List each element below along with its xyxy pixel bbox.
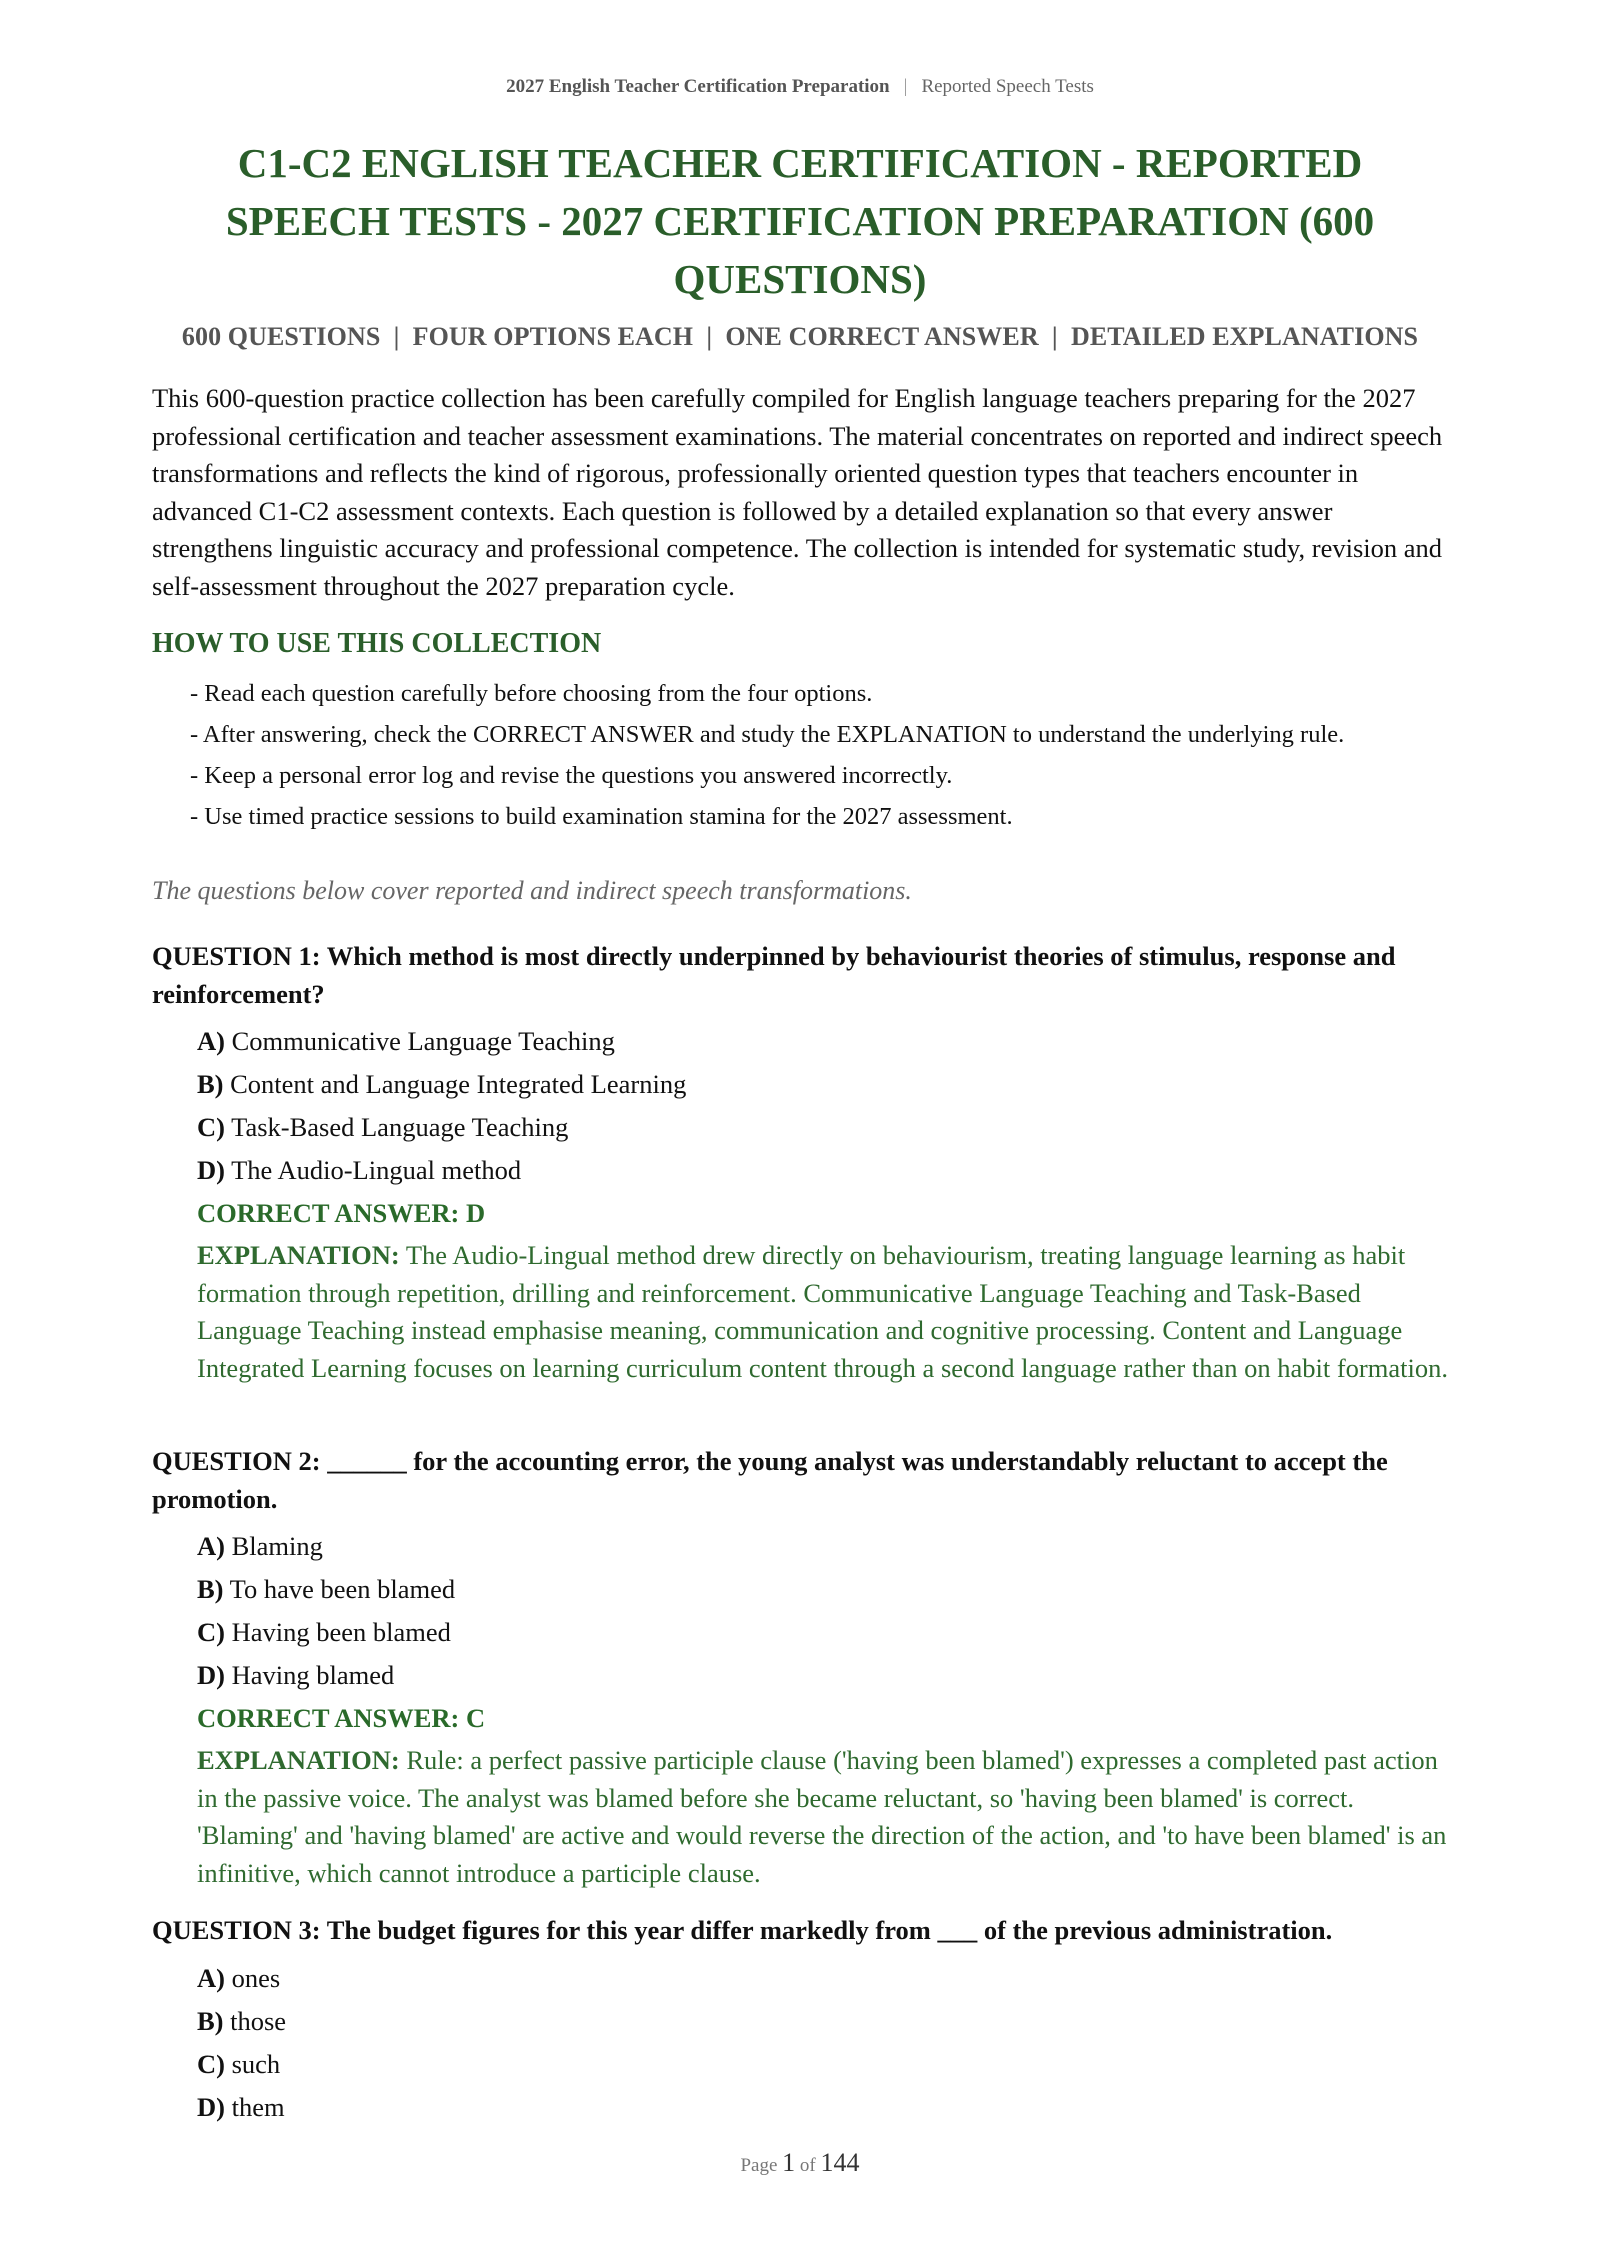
question-stem: QUESTION 1: Which method is most directly underpinned by behaviourist theories of stimulus, response and reinforcement? <box>152 941 1396 1009</box>
option-list <box>152 1020 1452 1192</box>
explanation <box>152 1237 1452 1387</box>
running-header <box>0 76 1600 98</box>
correct-answer: CORRECT ANSWER: C <box>197 1703 486 1733</box>
header-document-title: 2027 English Teacher Certification Preparation <box>506 76 890 97</box>
how-to-use-heading: HOW TO USE THIS COLLECTION <box>152 628 602 659</box>
question-block-1 <box>152 938 1452 1387</box>
option-letter: B) <box>197 1574 224 1604</box>
option-letter: A) <box>197 1531 225 1561</box>
option-c <box>197 1611 1452 1654</box>
option-letter: A) <box>197 1962 225 1993</box>
header-section-title: Reported Speech Tests <box>921 76 1094 97</box>
option-c <box>197 1106 1452 1149</box>
how-to-use-list <box>190 676 1450 840</box>
option-text: Blaming <box>231 1531 323 1561</box>
how-to-use-item: - Use timed practice sessions to build examination stamina for the 2027 assessment. <box>190 803 1013 830</box>
explanation-text: The Audio-Lingual method drew directly on behaviourism, treating language learning as habit formation through repetition, drilling and reinforcement. Communicative Language Teaching and Task-Based Language Teaching instead emphasise meaning, communication and cognitive processing. Content and Language Integrated Learning focuses on learning curriculum content through a second language rather than on habit formation. <box>197 1240 1448 1383</box>
option-d <box>197 1654 1452 1697</box>
explanation <box>152 1742 1452 1892</box>
coverage-note: The questions below cover reported and indirect speech transformations. <box>152 876 912 905</box>
option-a <box>197 1957 1452 2000</box>
option-c <box>197 2043 1452 2086</box>
correct-answer: CORRECT ANSWER: D <box>197 1198 486 1228</box>
explanation-text: Rule: a perfect passive participle clause ('having been blamed') expresses a completed past action in the passive voice. The analyst was blamed before she became reluctant, so 'having been blamed' is correct. 'Blaming' and 'having blamed' are active and would reverse the direction of the action, and 'to have been blamed' is an infinitive, which cannot introduce a participle clause. <box>197 1745 1447 1888</box>
how-to-use-item: - After answering, check the CORRECT ANSWER and study the EXPLANATION to understand the underlying rule. <box>190 721 1345 748</box>
option-text: those <box>230 2005 287 2036</box>
option-text: Task-Based Language Teaching <box>231 1112 569 1142</box>
option-letter: D) <box>197 2091 225 2122</box>
page-number: 1 <box>782 2148 796 2177</box>
option-text: To have been blamed <box>229 1574 456 1604</box>
question-stem: QUESTION 3: The budget figures for this year differ markedly from ___ of the previous administration. <box>152 1915 1333 1945</box>
option-letter: C) <box>197 2048 225 2079</box>
option-letter: B) <box>197 2005 224 2036</box>
how-to-use-item: - Read each question carefully before choosing from the four options. <box>190 680 873 707</box>
option-letter: B) <box>197 1069 224 1099</box>
option-letter: C) <box>197 1112 225 1142</box>
option-text: Having been blamed <box>231 1617 451 1647</box>
option-text: Content and Language Integrated Learning <box>230 1069 687 1099</box>
option-list <box>152 1525 1452 1697</box>
page-footer <box>0 2148 1600 2178</box>
option-d <box>197 1149 1452 1192</box>
page-subtitle: 600 QUESTIONS | FOUR OPTIONS EACH | ONE CORRECT ANSWER | DETAILED EXPLANATIONS <box>181 322 1419 351</box>
explanation-label: EXPLANATION: <box>197 1240 400 1270</box>
option-text: Communicative Language Teaching <box>231 1026 615 1056</box>
option-text: them <box>231 2091 285 2122</box>
of-label: of <box>799 2155 816 2176</box>
option-text: such <box>231 2048 281 2079</box>
option-d <box>197 2086 1452 2129</box>
option-letter: D) <box>197 1155 225 1185</box>
intro-paragraph: This 600-question practice collection has been carefully compiled for English language teachers preparing for the 2027 professional certification and teacher assessment examinations. The material concentrates on reported and indirect speech transformations and reflects the kind of rigorous, professionally oriented question types that teachers encounter in advanced C1-C2 assessment contexts. Each question is followed by a detailed explanation so that every answer strengthens linguistic accuracy and professional competence. The collection is intended for systematic study, revision and self-assessment throughout the 2027 preparation cycle. <box>152 383 1443 601</box>
option-text: ones <box>231 1962 281 1993</box>
page-total: 144 <box>820 2148 860 2177</box>
question-block-3 <box>152 1912 1452 2129</box>
page-label: Page <box>740 2155 778 2176</box>
question-stem: QUESTION 2: ______ for the accounting error, the young analyst was understandably reluctant to accept the promotion. <box>152 1446 1388 1514</box>
option-list <box>152 1957 1452 2129</box>
option-text: Having blamed <box>231 1660 395 1690</box>
option-b <box>197 1063 1452 1106</box>
option-letter: C) <box>197 1617 225 1647</box>
page-title: C1-C2 ENGLISH TEACHER CERTIFICATION - REPORTED SPEECH TESTS - 2027 CERTIFICATION PREPARATION (600 QUESTIONS) <box>225 140 1375 302</box>
question-block-2 <box>152 1443 1452 1892</box>
option-letter: D) <box>197 1660 225 1690</box>
option-text: The Audio-Lingual method <box>231 1155 522 1185</box>
option-b <box>197 2000 1452 2043</box>
option-a <box>197 1525 1452 1568</box>
option-a <box>197 1020 1452 1063</box>
header-separator: | <box>903 76 908 97</box>
how-to-use-item: - Keep a personal error log and revise the questions you answered incorrectly. <box>190 762 953 789</box>
option-letter: A) <box>197 1026 225 1056</box>
explanation-label: EXPLANATION: <box>197 1745 400 1775</box>
option-b <box>197 1568 1452 1611</box>
